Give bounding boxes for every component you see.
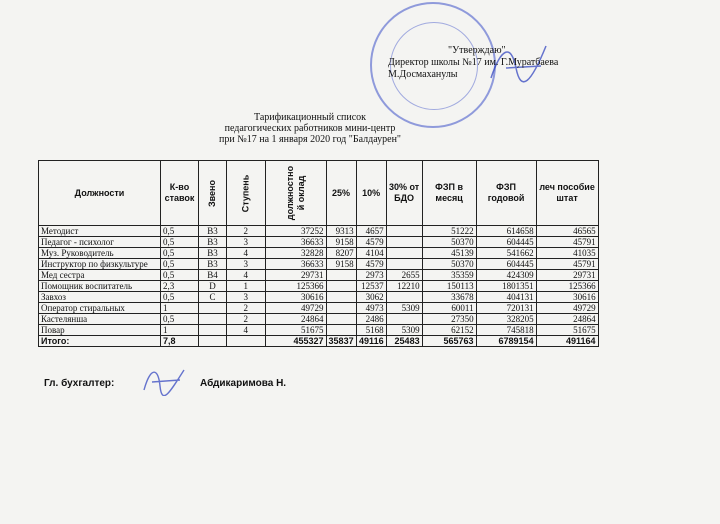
- table-cell: 4657: [356, 226, 386, 237]
- table-cell: 6789154: [476, 336, 536, 347]
- table-cell: 5168: [356, 325, 386, 336]
- table-cell: 51675: [536, 325, 598, 336]
- table-row: [39, 237, 599, 248]
- table-cell: [386, 248, 422, 259]
- table-row: [39, 281, 599, 292]
- table-cell: Муз. Руководитель: [39, 248, 161, 259]
- table-cell: 1: [161, 303, 199, 314]
- approval-heading: "Утверждаю": [448, 45, 506, 56]
- table-cell: [326, 303, 356, 314]
- table-cell: [326, 314, 356, 325]
- accountant-label: Гл. бухгалтер:: [44, 378, 115, 389]
- table-cell: 720131: [476, 303, 536, 314]
- table-cell: [386, 259, 422, 270]
- table-cell: 35837: [326, 336, 356, 347]
- table-row: [39, 292, 599, 303]
- table-cell: 1: [227, 281, 266, 292]
- table-cell: 33678: [422, 292, 476, 303]
- table-cell: 614658: [476, 226, 536, 237]
- table-cell: 32828: [265, 248, 326, 259]
- table-cell: 45791: [536, 259, 598, 270]
- table-cell: 9158: [326, 237, 356, 248]
- table-cell: В3: [199, 226, 227, 237]
- header-row: [39, 161, 599, 226]
- title-line-2: педагогических работников мини-центр: [224, 123, 396, 134]
- table-cell: 2: [227, 314, 266, 325]
- table-row: [39, 270, 599, 281]
- table-cell: 46565: [536, 226, 598, 237]
- table-cell: 51675: [265, 325, 326, 336]
- table-cell: Оператор стиральных: [39, 303, 161, 314]
- table-cell: 1801351: [476, 281, 536, 292]
- table-cell: 0,5: [161, 292, 199, 303]
- header-cell: 10%: [356, 161, 386, 226]
- table-cell: [227, 336, 266, 347]
- table-cell: 27350: [422, 314, 476, 325]
- table-cell: 51222: [422, 226, 476, 237]
- table-cell: 125366: [265, 281, 326, 292]
- table-cell: Инструктор по физкультуре: [39, 259, 161, 270]
- table-cell: 3062: [356, 292, 386, 303]
- total-row: [39, 336, 599, 347]
- table-cell: 49116: [356, 336, 386, 347]
- table-cell: 45791: [536, 237, 598, 248]
- header-cell: Звено: [199, 161, 227, 226]
- table-cell: 37252: [265, 226, 326, 237]
- table-cell: 424309: [476, 270, 536, 281]
- table-cell: 12210: [386, 281, 422, 292]
- table-cell: 0,5: [161, 314, 199, 325]
- table-cell: 49729: [536, 303, 598, 314]
- table-row: [39, 226, 599, 237]
- table-cell: 12537: [356, 281, 386, 292]
- table-cell: 0,5: [161, 248, 199, 259]
- table-cell: 24864: [536, 314, 598, 325]
- table-cell: 2,3: [161, 281, 199, 292]
- table-cell: 4579: [356, 237, 386, 248]
- table-cell: В3: [199, 259, 227, 270]
- header-cell: 30% от БДО: [386, 161, 422, 226]
- table-cell: [326, 325, 356, 336]
- table-cell: Помощник воспитатель: [39, 281, 161, 292]
- table-cell: Педагог - психолог: [39, 237, 161, 248]
- header-cell: ФЗП в месяц: [422, 161, 476, 226]
- table-cell: Мед сестра: [39, 270, 161, 281]
- table-cell: [199, 336, 227, 347]
- table-cell: 30616: [536, 292, 598, 303]
- table-row: [39, 325, 599, 336]
- table-cell: В3: [199, 237, 227, 248]
- table-cell: 565763: [422, 336, 476, 347]
- table-cell: 49729: [265, 303, 326, 314]
- table-cell: 2655: [386, 270, 422, 281]
- table-cell: 5309: [386, 325, 422, 336]
- table-cell: Завхоз: [39, 292, 161, 303]
- table-cell: 0,5: [161, 226, 199, 237]
- table-cell: 9158: [326, 259, 356, 270]
- table-cell: 2: [227, 226, 266, 237]
- table-cell: 150113: [422, 281, 476, 292]
- table-row: [39, 259, 599, 270]
- document-title: [160, 112, 460, 145]
- table-cell: 0,5: [161, 237, 199, 248]
- table-cell: 35359: [422, 270, 476, 281]
- table-cell: 50370: [422, 237, 476, 248]
- table-cell: 60011: [422, 303, 476, 314]
- table-cell: 4: [227, 270, 266, 281]
- table-cell: 2973: [356, 270, 386, 281]
- table-row: [39, 303, 599, 314]
- table-cell: В4: [199, 270, 227, 281]
- table-cell: 5309: [386, 303, 422, 314]
- table-cell: 50370: [422, 259, 476, 270]
- header-cell: должностно й оклад: [265, 161, 326, 226]
- header-cell: К-во ставок: [161, 161, 199, 226]
- approval-name: М.Досмаханулы: [388, 69, 458, 80]
- table-cell: 8207: [326, 248, 356, 259]
- table-cell: 0,5: [161, 259, 199, 270]
- table-cell: [326, 270, 356, 281]
- table-cell: 3: [227, 259, 266, 270]
- table-cell: 745818: [476, 325, 536, 336]
- table-cell: С: [199, 292, 227, 303]
- table-cell: [199, 314, 227, 325]
- table-cell: 4579: [356, 259, 386, 270]
- table-row: [39, 314, 599, 325]
- table-cell: [386, 292, 422, 303]
- approval-block: [388, 45, 558, 81]
- table-cell: [199, 303, 227, 314]
- table-cell: 455327: [265, 336, 326, 347]
- table-cell: [386, 226, 422, 237]
- table-cell: 62152: [422, 325, 476, 336]
- table-cell: Итого:: [39, 336, 161, 347]
- accountant-name: Абдикаримова Н.: [200, 378, 287, 389]
- tariff-table: [38, 160, 599, 347]
- table-cell: 2: [227, 303, 266, 314]
- table-cell: [386, 314, 422, 325]
- table-cell: [326, 281, 356, 292]
- table-cell: 4: [227, 325, 266, 336]
- table-cell: 491164: [536, 336, 598, 347]
- table-cell: 0,5: [161, 270, 199, 281]
- table-cell: 604445: [476, 259, 536, 270]
- accountant-signature: [140, 364, 190, 396]
- table-cell: 3: [227, 292, 266, 303]
- table-cell: 3: [227, 237, 266, 248]
- table-cell: 7,8: [161, 336, 199, 347]
- header-cell: леч пособие штат: [536, 161, 598, 226]
- title-line-3: при №17 на 1 января 2020 год "Балдаурен": [219, 134, 401, 145]
- table-cell: 328205: [476, 314, 536, 325]
- table-cell: [199, 325, 227, 336]
- header-cell: ФЗП годовой: [476, 161, 536, 226]
- table-cell: Повар: [39, 325, 161, 336]
- header-cell: 25%: [326, 161, 356, 226]
- table-cell: [386, 237, 422, 248]
- table-cell: [326, 292, 356, 303]
- table-cell: 30616: [265, 292, 326, 303]
- table-cell: 41035: [536, 248, 598, 259]
- table-cell: D: [199, 281, 227, 292]
- table-cell: 4973: [356, 303, 386, 314]
- table-cell: 125366: [536, 281, 598, 292]
- header-cell: Ступень: [227, 161, 266, 226]
- table-row: [39, 248, 599, 259]
- table-cell: 4: [227, 248, 266, 259]
- table-cell: 1: [161, 325, 199, 336]
- table-cell: 36633: [265, 259, 326, 270]
- table-cell: В3: [199, 248, 227, 259]
- table-cell: 29731: [265, 270, 326, 281]
- table-cell: 36633: [265, 237, 326, 248]
- table-cell: 2486: [356, 314, 386, 325]
- title-line-1: Тарификационный список: [253, 112, 367, 123]
- table-cell: Методист: [39, 226, 161, 237]
- table-cell: 45139: [422, 248, 476, 259]
- table-cell: 604445: [476, 237, 536, 248]
- table-cell: 541662: [476, 248, 536, 259]
- table-cell: 24864: [265, 314, 326, 325]
- table-cell: 4104: [356, 248, 386, 259]
- table-cell: Кастелянша: [39, 314, 161, 325]
- table-cell: 9313: [326, 226, 356, 237]
- approval-director: Директор школы №17 им. Г.Муратбаева: [388, 57, 559, 68]
- table-cell: 25483: [386, 336, 422, 347]
- header-cell: Должности: [39, 161, 161, 226]
- table-cell: 29731: [536, 270, 598, 281]
- table-cell: 404131: [476, 292, 536, 303]
